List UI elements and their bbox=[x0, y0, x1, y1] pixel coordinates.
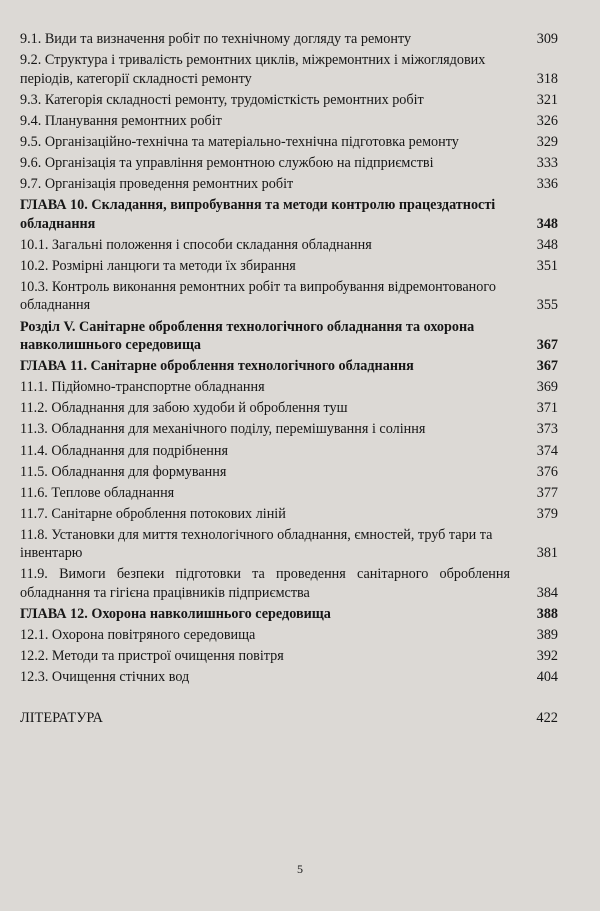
toc-entry-title: 11.5. Обладнання для формування bbox=[20, 463, 227, 480]
toc-entry bbox=[20, 378, 558, 397]
toc-entry-page: 348 bbox=[536, 236, 558, 253]
toc-entry-page: 373 bbox=[536, 421, 558, 438]
toc-entry-page: 369 bbox=[536, 379, 558, 396]
toc-entry-page: 321 bbox=[536, 91, 558, 108]
toc-entry-title: 11.4. Обладнання для подрібнення bbox=[20, 442, 228, 459]
table-of-contents bbox=[20, 30, 558, 731]
toc-entry bbox=[20, 399, 558, 418]
toc-entry bbox=[20, 154, 558, 173]
toc-heading bbox=[20, 196, 558, 233]
toc-entry-title: 9.3. Категорія складності ремонту, трудомісткість ремонтних робіт bbox=[20, 91, 424, 108]
toc-entry bbox=[20, 442, 558, 461]
toc-entry bbox=[20, 236, 558, 255]
toc-entry-title: 11.6. Теплове обладнання bbox=[20, 484, 175, 501]
toc-entry-title: 11.9. Вимоги безпеки підготовки та проведення санітарного оброблення обладнання та гігієна працівників підприємства bbox=[20, 566, 510, 601]
toc-entry bbox=[20, 463, 558, 482]
toc-entry bbox=[20, 133, 558, 152]
toc-entry-page: 326 bbox=[536, 112, 558, 129]
toc-entry-page: 367 bbox=[536, 358, 558, 375]
toc-entry-page: 329 bbox=[536, 133, 558, 150]
toc-entry-title: 9.4. Планування ремонтних робіт bbox=[20, 112, 222, 129]
toc-entry-title: ГЛАВА 12. Охорона навколишнього середовища bbox=[20, 606, 331, 623]
toc-entry-page: 318 bbox=[536, 70, 558, 87]
toc-entry-page: 333 bbox=[536, 154, 558, 171]
toc-heading bbox=[20, 605, 558, 624]
toc-entry-page: 392 bbox=[536, 648, 558, 665]
toc-entry-title: 9.6. Організація та управління ремонтною службою на підприємстві bbox=[20, 154, 434, 171]
literature-page: 422 bbox=[536, 710, 558, 727]
toc-entry bbox=[20, 278, 558, 315]
toc-entry bbox=[20, 91, 558, 110]
toc-entry-title: 11.7. Санітарне оброблення потокових ліній bbox=[20, 505, 286, 522]
toc-entry bbox=[20, 626, 558, 645]
toc-entry-title: 9.7. Організація проведення ремонтних робіт bbox=[20, 176, 294, 193]
toc-entry bbox=[20, 257, 558, 276]
literature-title: ЛІТЕРАТУРА bbox=[20, 710, 103, 727]
toc-entry bbox=[20, 30, 558, 49]
toc-entry bbox=[20, 505, 558, 524]
toc-entry-title: 11.2. Обладнання для забою худоби й оброблення туш bbox=[20, 400, 348, 417]
toc-entry-page: 381 bbox=[536, 545, 558, 562]
toc-entry-title: 10.3. Контроль виконання ремонтних робіт та випробування відремонтованого обладнання bbox=[20, 278, 496, 314]
toc-literature bbox=[20, 709, 558, 728]
toc-entry bbox=[20, 51, 558, 88]
toc-entry bbox=[20, 175, 558, 194]
toc-entry-title: ГЛАВА 11. Санітарне оброблення технологічного обладнання bbox=[20, 358, 414, 375]
toc-entry bbox=[20, 526, 558, 563]
toc-entry-title: 11.1. Підйомно-транспортне обладнання bbox=[20, 379, 265, 396]
toc-entry-page: 355 bbox=[536, 297, 558, 314]
toc-entry-page: 379 bbox=[536, 505, 558, 522]
toc-entry bbox=[20, 112, 558, 131]
toc-entry-title: 12.3. Очищення стічних вод bbox=[20, 669, 190, 686]
toc-entry-title: 9.2. Структура і тривалість ремонтних циклів, міжремонтних і міжоглядових періодів, категорії складності ремонту bbox=[20, 52, 486, 87]
toc-entry-title: ГЛАВА 10. Складання, випробування та методи контролю працездатності обладнання bbox=[20, 197, 496, 232]
toc-entry-title: Розділ V. Санітарне оброблення технологічного обладнання та охорона навколишнього середовища bbox=[20, 318, 475, 354]
toc-entry bbox=[20, 647, 558, 666]
toc-entry-page: 336 bbox=[536, 176, 558, 193]
toc-entry-title: 12.2. Методи та пристрої очищення повітря bbox=[20, 648, 284, 665]
toc-entry bbox=[20, 565, 558, 602]
toc-entry-page: 377 bbox=[536, 484, 558, 501]
page-number-footer: 5 bbox=[297, 862, 303, 876]
toc-entry-page: 371 bbox=[536, 400, 558, 417]
toc-entry-title: 11.8. Установки для миття технологічного обладнання, ємностей, труб тари та інвентарю bbox=[20, 526, 493, 562]
toc-heading bbox=[20, 318, 558, 355]
toc-entry bbox=[20, 668, 558, 687]
toc-heading bbox=[20, 357, 558, 376]
toc-entry-page: 384 bbox=[536, 584, 558, 601]
toc-entry-page: 389 bbox=[536, 627, 558, 644]
toc-entry-page: 367 bbox=[536, 337, 558, 354]
toc-entry-title: 9.5. Організаційно-технічна та матеріально-технічна підготовка ремонту bbox=[20, 133, 459, 150]
toc-entry bbox=[20, 484, 558, 503]
toc-entry-page: 376 bbox=[536, 463, 558, 480]
toc-entry-page: 309 bbox=[536, 31, 558, 47]
toc-entry-page: 374 bbox=[536, 442, 558, 459]
toc-entry-page: 404 bbox=[536, 669, 558, 686]
toc-spacer bbox=[20, 689, 558, 709]
toc-entry-page: 348 bbox=[536, 215, 558, 232]
toc-entry-title: 11.3. Обладнання для механічного поділу, перемішування і соління bbox=[20, 421, 426, 438]
toc-entry-page: 351 bbox=[536, 257, 558, 274]
toc-entry-title: 9.1. Види та визначення робіт по технічному догляду та ремонту bbox=[20, 31, 412, 47]
toc-entry-title: 10.2. Розмірні ланцюги та методи їх збирання bbox=[20, 257, 296, 274]
toc-entry-page: 388 bbox=[536, 606, 558, 623]
toc-entry-title: 12.1. Охорона повітряного середовища bbox=[20, 627, 256, 644]
toc-entry bbox=[20, 420, 558, 439]
toc-entry-title: 10.1. Загальні положення і способи складання обладнання bbox=[20, 236, 372, 253]
